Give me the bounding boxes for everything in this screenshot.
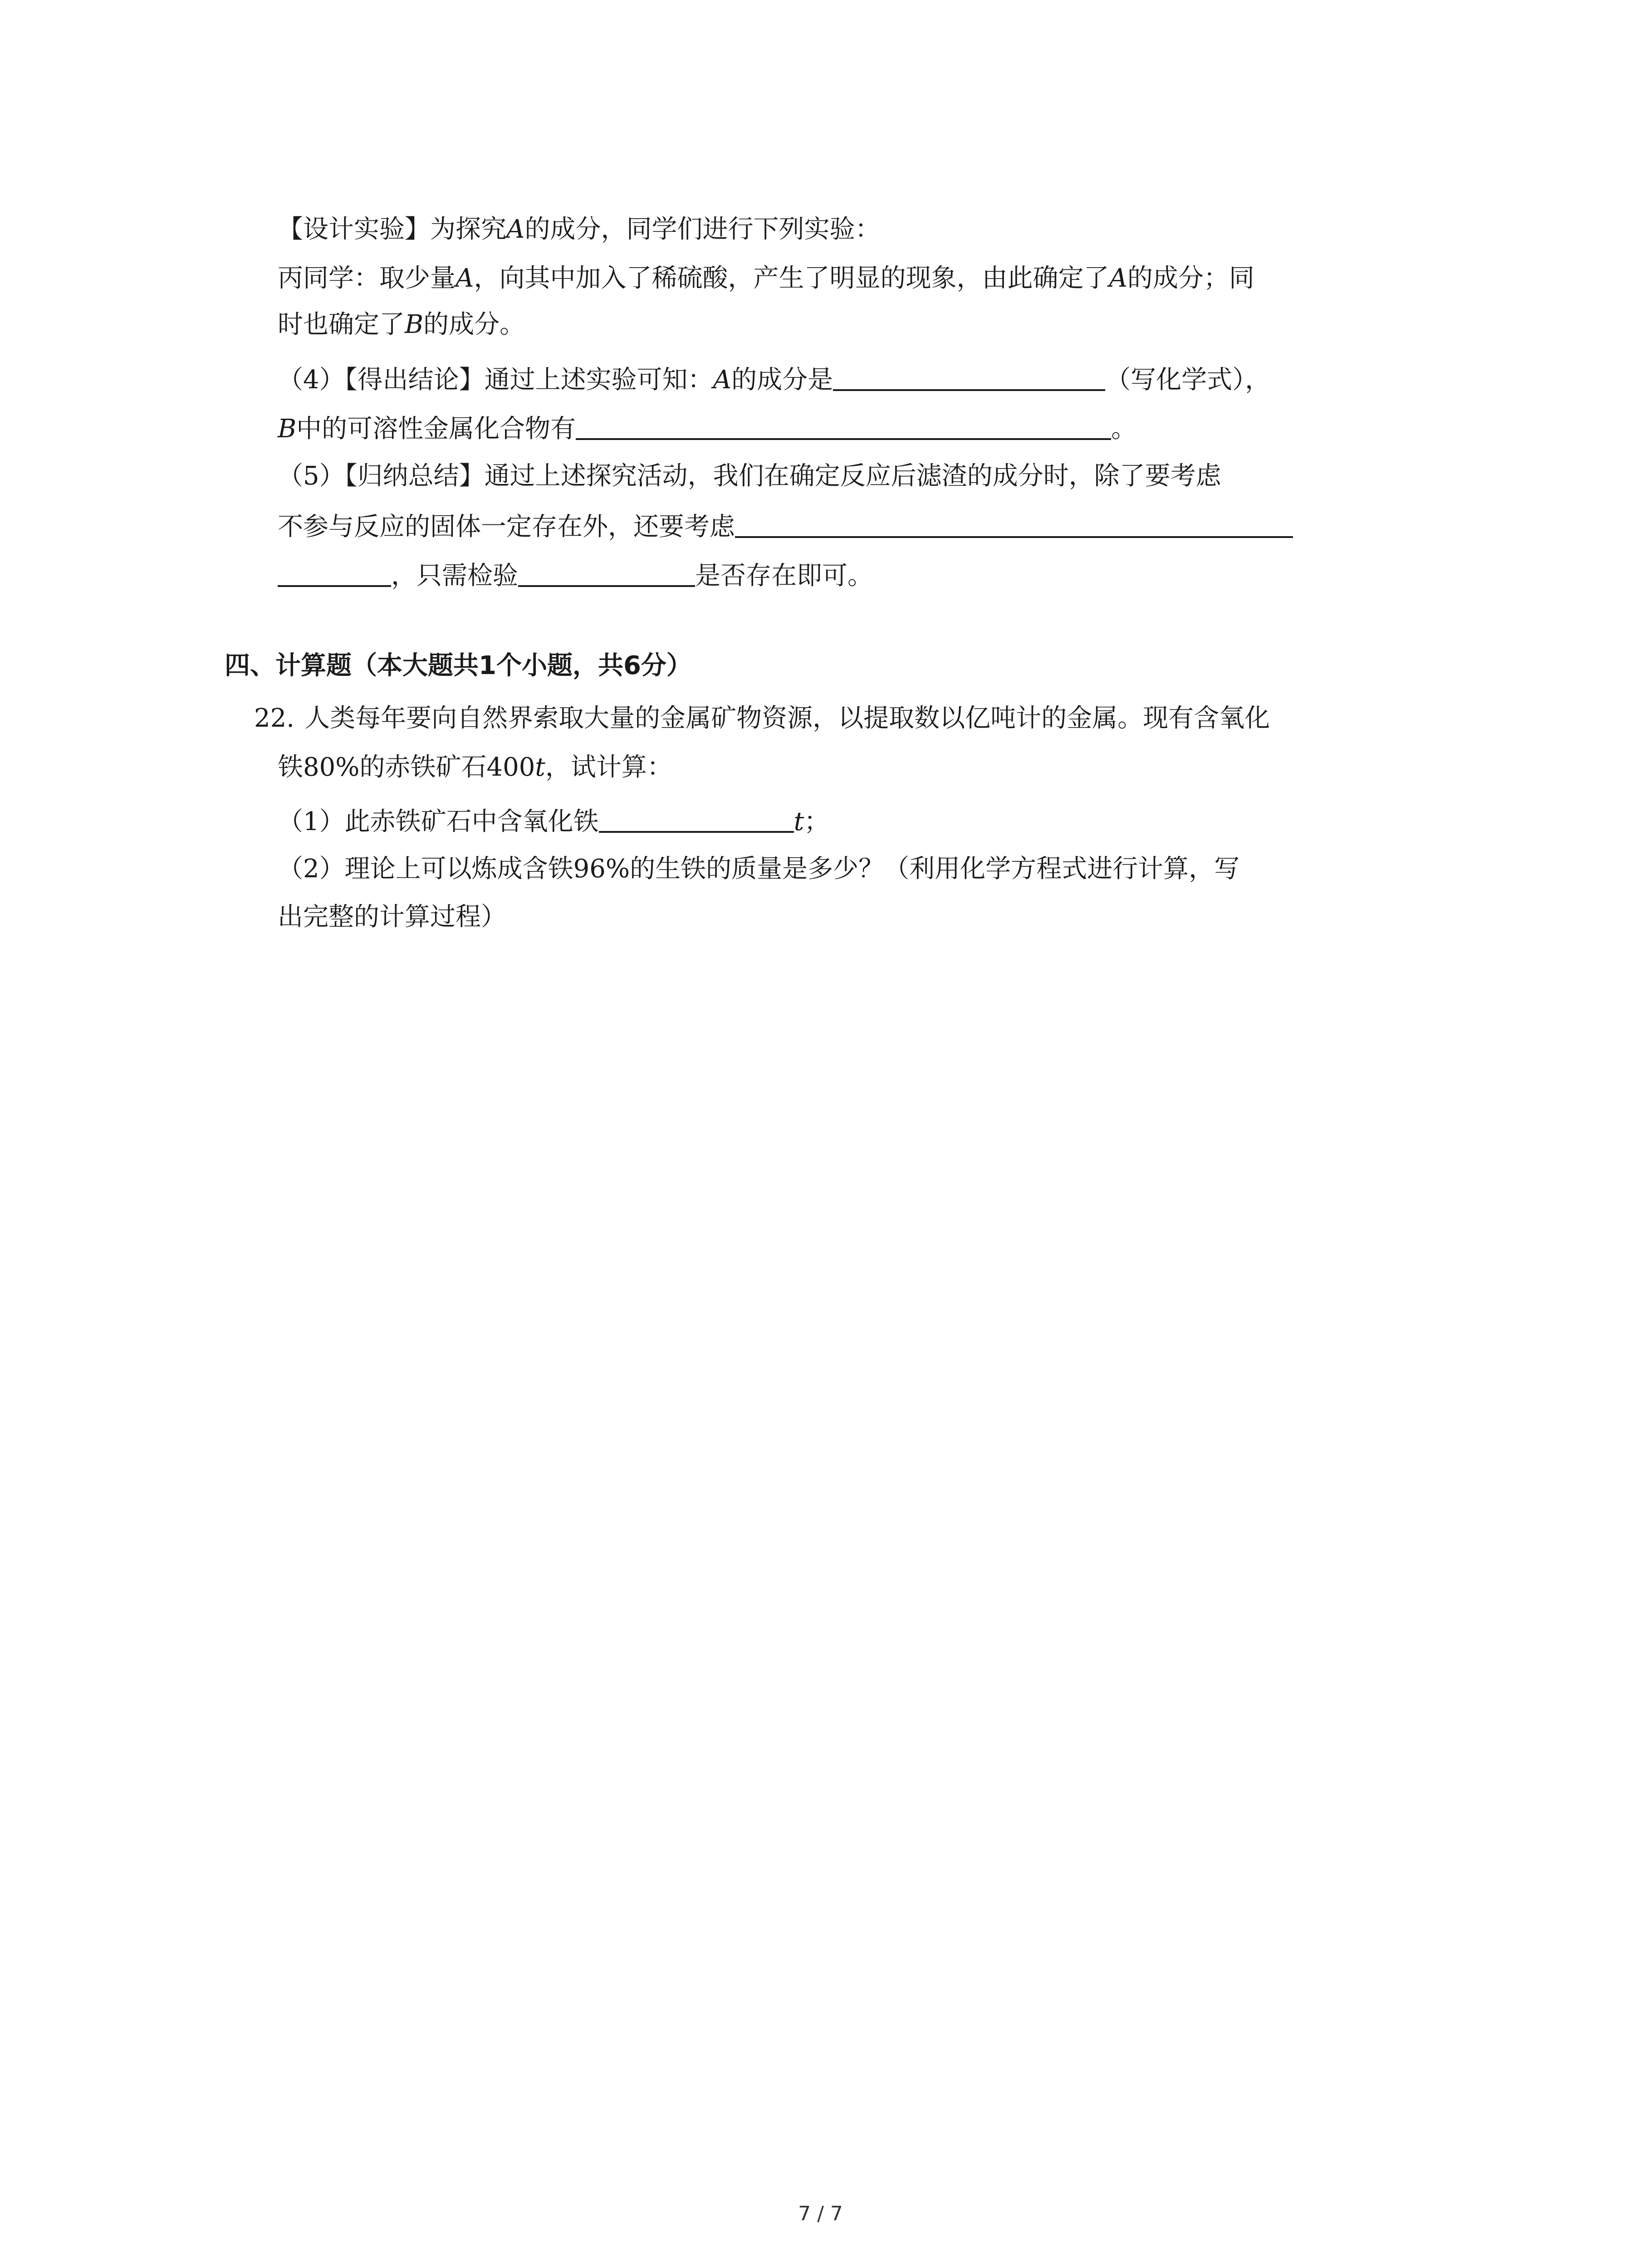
answer-blank[interactable] (833, 362, 1105, 391)
q22-sub1-text: （1）此赤铁矿石中含氧化铁 (278, 807, 599, 836)
q5-line-2 (278, 509, 1293, 543)
answer-blank[interactable] (518, 558, 695, 587)
unit-t: t (794, 807, 804, 836)
section-title (225, 650, 692, 682)
design-text: 的成分；同 (1127, 264, 1254, 293)
var-a: A (456, 264, 474, 293)
design-line-2 (278, 262, 1254, 295)
design-text: ，向其中加入了稀硫酸，产生了明显的现象，由此确定了 (474, 264, 1109, 293)
q4-label: （4）【得出结论】通过上述实验可知： (278, 365, 713, 395)
design-heading-tail: 的成分，同学们进行下列实验： (524, 215, 881, 244)
q22-text: 人类每年要向自然界索取大量的金属矿物资源，以提取数以亿吨计的金属。现有含氧化 (304, 704, 1270, 733)
var-b: B (278, 414, 297, 444)
q4-end: 。 (1111, 414, 1137, 444)
q5-text: 是否存在即可。 (695, 561, 873, 591)
q22-sub2-line-2 (278, 901, 506, 934)
q4-text: 中的可溶性金属化合物有 (296, 414, 576, 444)
design-heading: 【设计实验】为探究 (278, 215, 506, 244)
q5-line-1 (278, 460, 1221, 493)
answer-blank[interactable] (278, 558, 391, 587)
q22-sub2-text: 出完整的计算过程） (278, 902, 506, 932)
answer-blank[interactable] (735, 509, 1293, 538)
section-title-text: 四、计算题（本大题共1个小题，共6分） (225, 651, 692, 680)
q4-hint: （写化学式）， (1105, 365, 1271, 395)
q22-text: 铁80%的赤铁矿石400 (278, 753, 535, 782)
q4-line-1 (278, 362, 1270, 396)
q22-text: ，试计算： (545, 753, 672, 782)
answer-blank[interactable] (576, 411, 1111, 440)
question-number: 22. (254, 704, 295, 733)
q5-text: ，只需检验 (391, 561, 518, 591)
q5-label: （5）【归纳总结】通过上述探究活动，我们在确定反应后滤渣的成分时，除了要考虑 (278, 461, 1221, 491)
q5-text: 不参与反应的固体一定存在外，还要考虑 (278, 512, 735, 542)
design-line-3 (278, 308, 525, 341)
var-b: B (405, 310, 424, 339)
var-a: A (713, 365, 732, 395)
q22-line-2 (278, 751, 672, 784)
answer-blank[interactable] (599, 804, 794, 833)
q22-sub1-end: ； (804, 807, 830, 836)
q22-sub2-text: （2）理论上可以炼成含铁96%的生铁的质量是多少？（利用化学方程式进行计算，写 (278, 854, 1240, 884)
q22-line-1 (254, 702, 1270, 735)
design-text: 的成分。 (423, 310, 525, 339)
q22-sub1 (278, 804, 829, 838)
q4-line-2 (278, 411, 1136, 445)
var-a: A (506, 215, 525, 244)
design-text: 丙同学：取少量 (278, 264, 456, 293)
q4-text: 的成分是 (731, 365, 833, 395)
q22-sub2-line-1 (278, 853, 1239, 885)
page-number: 7 / 7 (798, 2202, 843, 2225)
q5-line-3 (278, 558, 873, 592)
design-heading-line (278, 213, 880, 246)
design-text: 时也确定了 (278, 310, 405, 339)
var-a: A (1109, 264, 1127, 293)
unit-t: t (535, 753, 545, 782)
